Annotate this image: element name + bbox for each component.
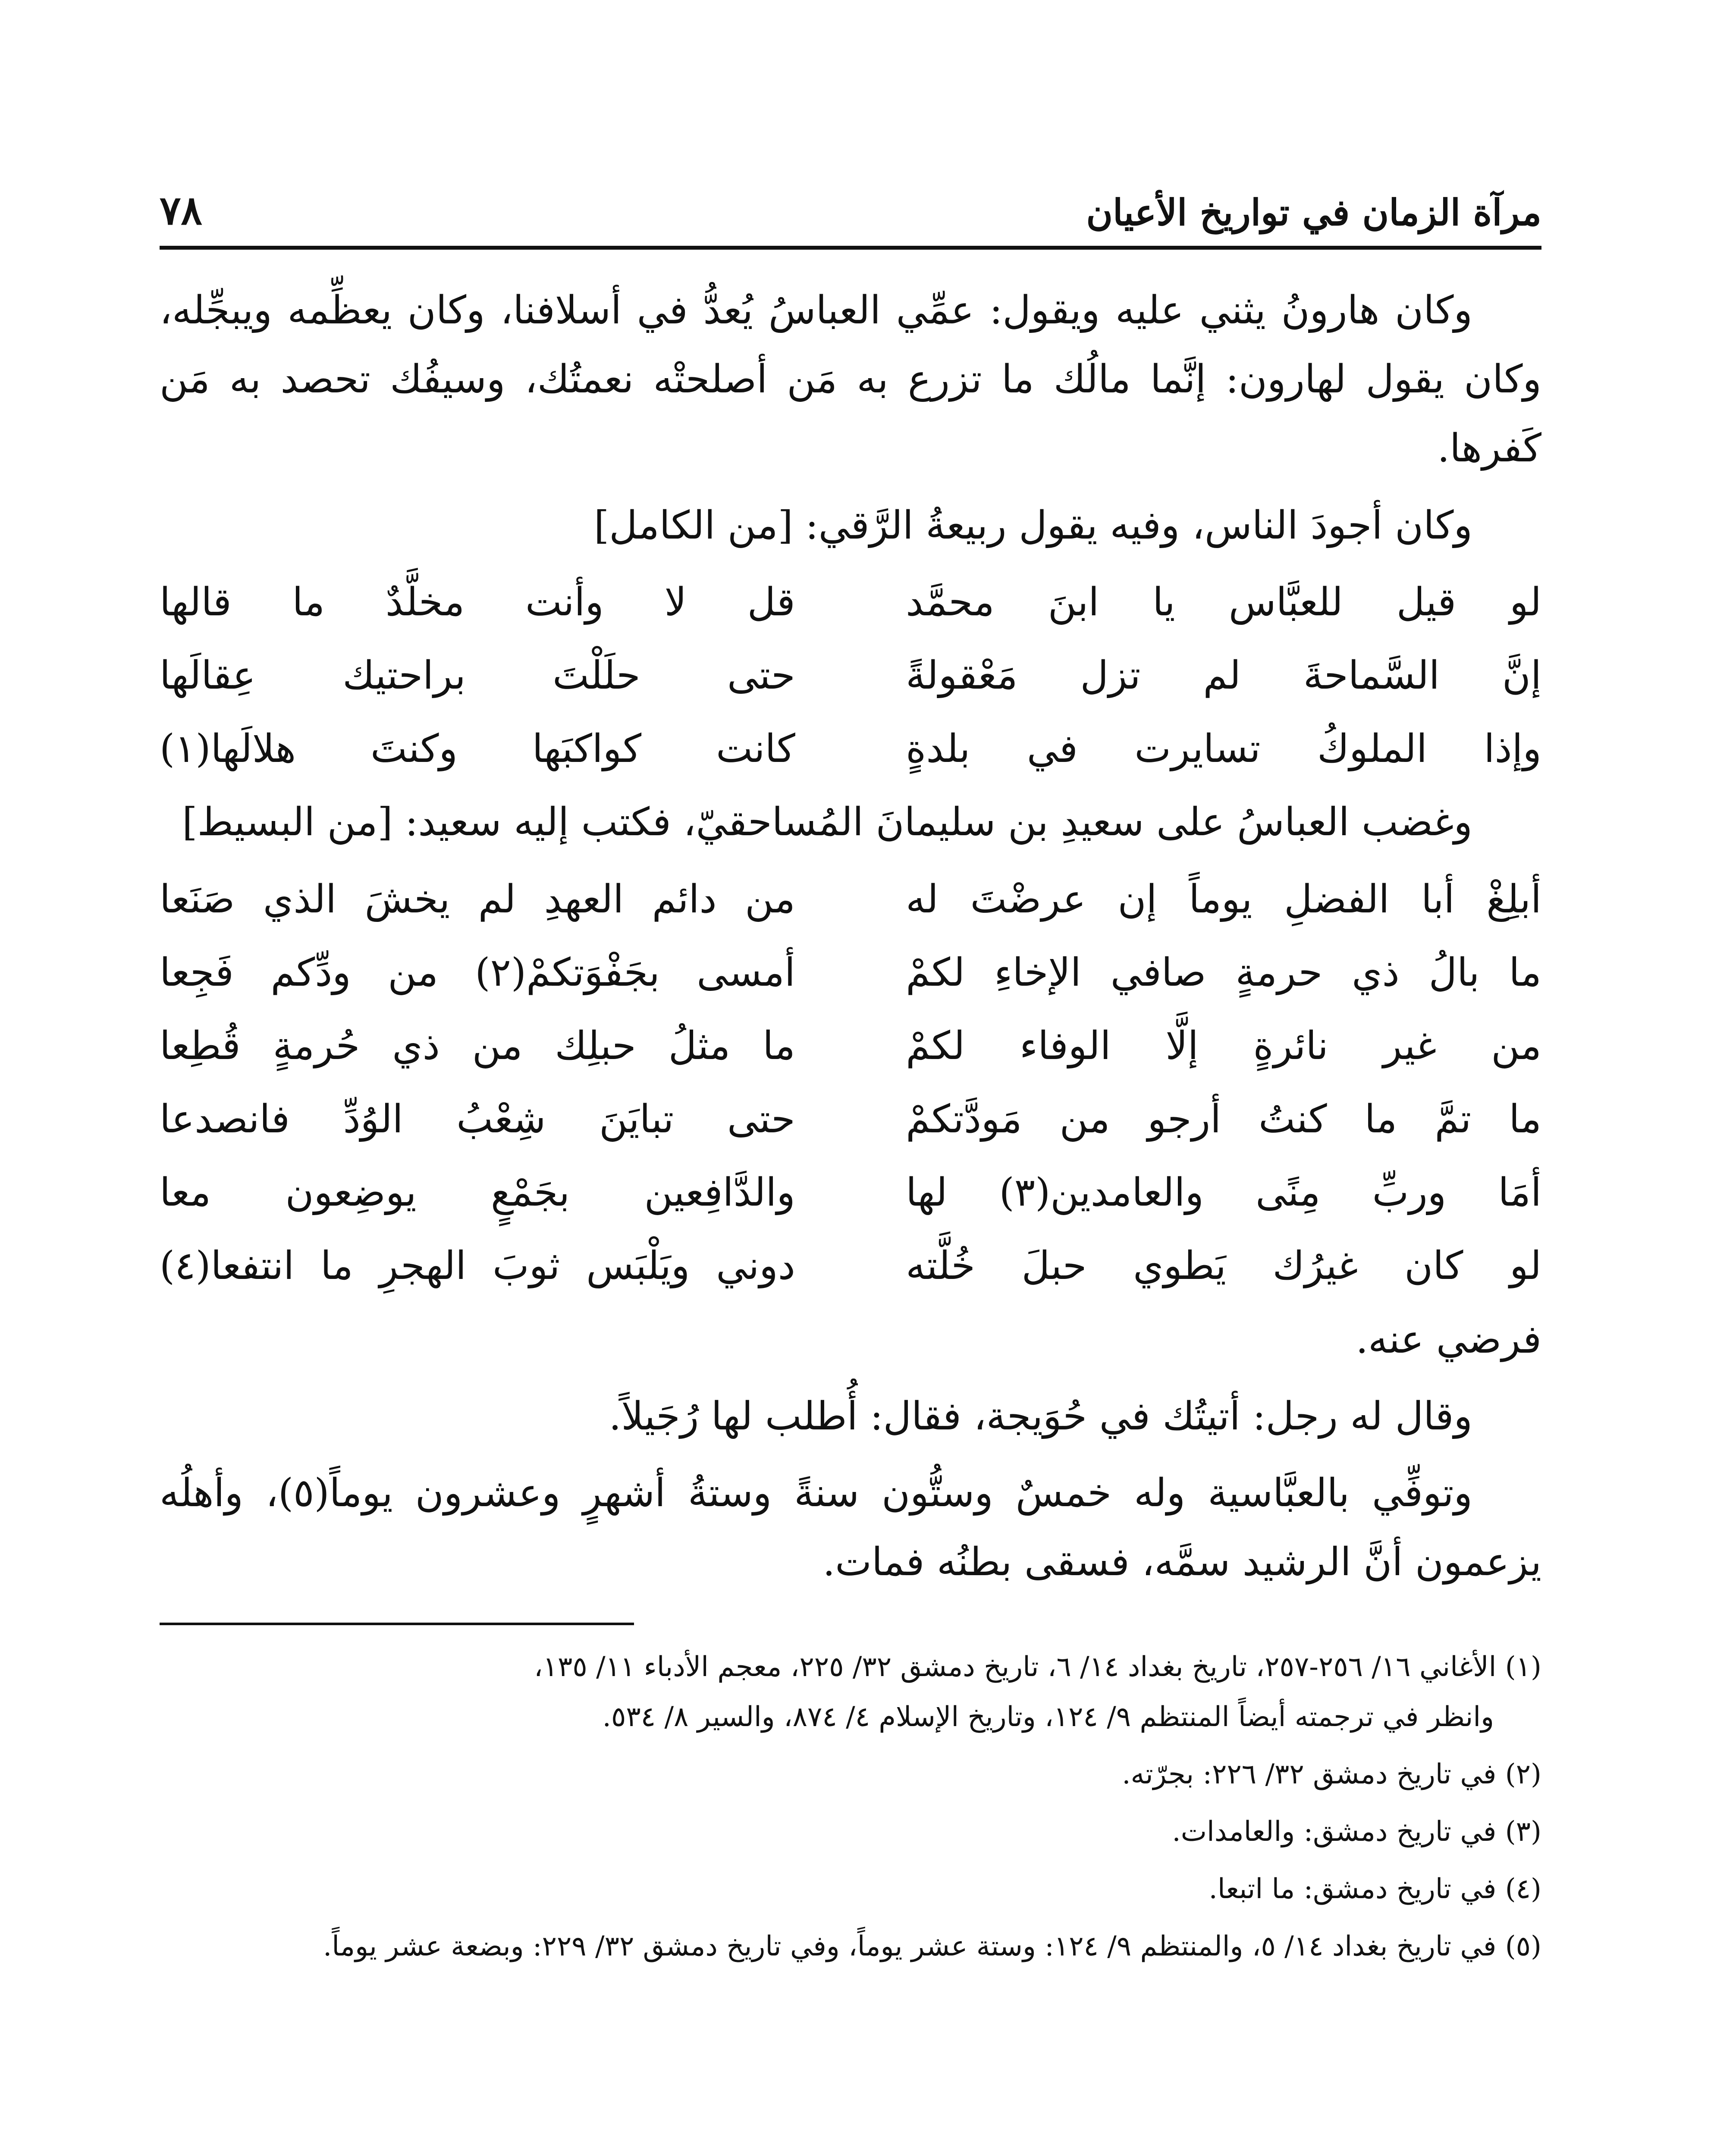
verse-line xyxy=(160,1232,1541,1300)
verse-line xyxy=(160,1158,1541,1227)
verse-second-hemistich: دوني ويَلْبَس ثوبَ الهجرِ ما انتفعا(٤) xyxy=(160,1243,795,1289)
verse-first-hemistich: ما بالُ ذي حرمةٍ صافي الإخاءِ لكمْ xyxy=(906,950,1541,995)
footnotes xyxy=(160,1642,1541,1971)
verse-line xyxy=(160,641,1541,710)
footnote-continuation: وانظر في ترجمته أيضاً المنتظم ٩/ ١٢٤، وتاريخ الإسلام ٤/ ٨٧٤، والسير ٨/ ٥٣٤. xyxy=(602,1701,1494,1733)
verse-second-hemistich: والدَّافِعين بجَمْعٍ يوضِعون معا xyxy=(160,1170,795,1216)
verse-first-hemistich: أبلِغْ أبا الفضلِ يوماً إن عرضْتَ له xyxy=(906,876,1541,922)
poem-basit xyxy=(160,865,1541,1301)
main-text xyxy=(160,276,1541,1980)
verse-first-hemistich: لو كان غيرُك يَطوي حبلَ خُلَّته xyxy=(906,1243,1541,1289)
poem-kamil xyxy=(160,568,1541,784)
paragraph: وكان هارونُ يثني عليه ويقول: عمِّي العباسُ يُعدُّ في أسلافنا، وكان يعظِّمه ويبجِّله، وكان يقول لهارون: إنَّما مالُك ما تزرع به مَن أصلحتْه نعمتُك، وسيفُك تحصد به مَن كَفرها. xyxy=(160,288,1541,471)
verse-second-hemistich: كانت كواكبَها وكنتَ هلالَها(١) xyxy=(160,726,795,772)
verse-second-hemistich: حتى تبايَنَ شِعْبُ الوُدِّ فانصدعا xyxy=(160,1097,795,1142)
verse-first-hemistich: لو قيل للعبَّاس يا ابنَ محمَّد xyxy=(906,579,1541,625)
paragraph: فرضي عنه. xyxy=(1356,1316,1541,1362)
verse-second-hemistich: من دائم العهدِ لم يخشَ الذي صَنَعا xyxy=(160,876,795,922)
footnote-separator xyxy=(160,1623,634,1625)
verse-first-hemistich: أمَا وربِّ مِنًى والعامدين(٣) لها xyxy=(906,1170,1541,1216)
verse-line xyxy=(160,865,1541,934)
verse-first-hemistich: من غير نائرةٍ إلَّا الوفاء لكمْ xyxy=(906,1023,1541,1069)
footnote: (٥) في تاريخ بغداد ١٤/ ٥، والمنتظم ٩/ ١٢٤: وستة عشر يوماً، وفي تاريخ دمشق ٣٢/ ٢٢٩: وبضعة عشر يوماً. xyxy=(323,1930,1541,1963)
verse-first-hemistich: ما تمَّ ما كنتُ أرجو من مَودَّتكمْ xyxy=(906,1097,1541,1142)
paragraph: وقال له رجل: أتيتُك في حُوَيجة، فقال: أُطلب لها رُجَيلاً. xyxy=(609,1393,1472,1439)
footnote: (٣) في تاريخ دمشق: والعامدات. xyxy=(1172,1815,1541,1848)
verse-second-hemistich: قل لا وأنت مخلَّدٌ ما قالها xyxy=(160,579,795,625)
footnote xyxy=(160,1642,1541,1742)
verse-line xyxy=(160,714,1541,783)
verse-second-hemistich: أمسى بجَفْوَتكمْ(٢) من ودِّكم فَجِعا xyxy=(160,950,795,995)
verse-line xyxy=(160,1012,1541,1081)
verse-first-hemistich: إنَّ السَّماحةَ لم تزل مَعْقولةً xyxy=(906,652,1541,698)
verse-line xyxy=(160,568,1541,637)
verse-line xyxy=(160,938,1541,1007)
footnote-text: (١) الأغاني ١٦/ ٢٥٦-٢٥٧، تاريخ بغداد ١٤/ ٦، تاريخ دمشق ٣٢/ ٢٢٥، معجم الأدباء ١١/ ١٣٥، xyxy=(534,1651,1541,1683)
footnote: (٢) في تاريخ دمشق ٣٢/ ٢٢٦: بجرّته. xyxy=(1122,1758,1541,1790)
verse-second-hemistich: ما مثلُ حبلِك من ذي حُرمةٍ قُطِعا xyxy=(160,1023,795,1069)
paragraph: وكان أجودَ الناس، وفيه يقول ربيعةُ الرَّقي: [من الكامل] xyxy=(594,502,1472,548)
running-header xyxy=(160,172,1541,250)
verse-line xyxy=(160,1085,1541,1154)
verse-second-hemistich: حتى حلَلْتَ براحتيك عِقالَها xyxy=(160,652,795,698)
paragraph: وغضب العباسُ على سعيدِ بن سليمانَ المُساحقيّ، فكتب إليه سعيد: [من البسيط] xyxy=(182,799,1472,845)
footnote: (٤) في تاريخ دمشق: ما اتبعا. xyxy=(1209,1873,1541,1905)
verse-first-hemistich: وإذا الملوكُ تسايرت في بلدةٍ xyxy=(906,726,1541,772)
page-number: ٧٨ xyxy=(160,187,202,234)
book-title: مرآة الزمان في تواريخ الأعيان xyxy=(1086,191,1541,234)
paragraph: وتوفِّي بالعبَّاسية وله خمسٌ وستُّون سنةً وستةُ أشهرٍ وعشرون يوماً(٥)، وأهلُه يزعمون أنَّ الرشيد سمَّه، فسقى بطنُه فمات. xyxy=(160,1470,1541,1585)
